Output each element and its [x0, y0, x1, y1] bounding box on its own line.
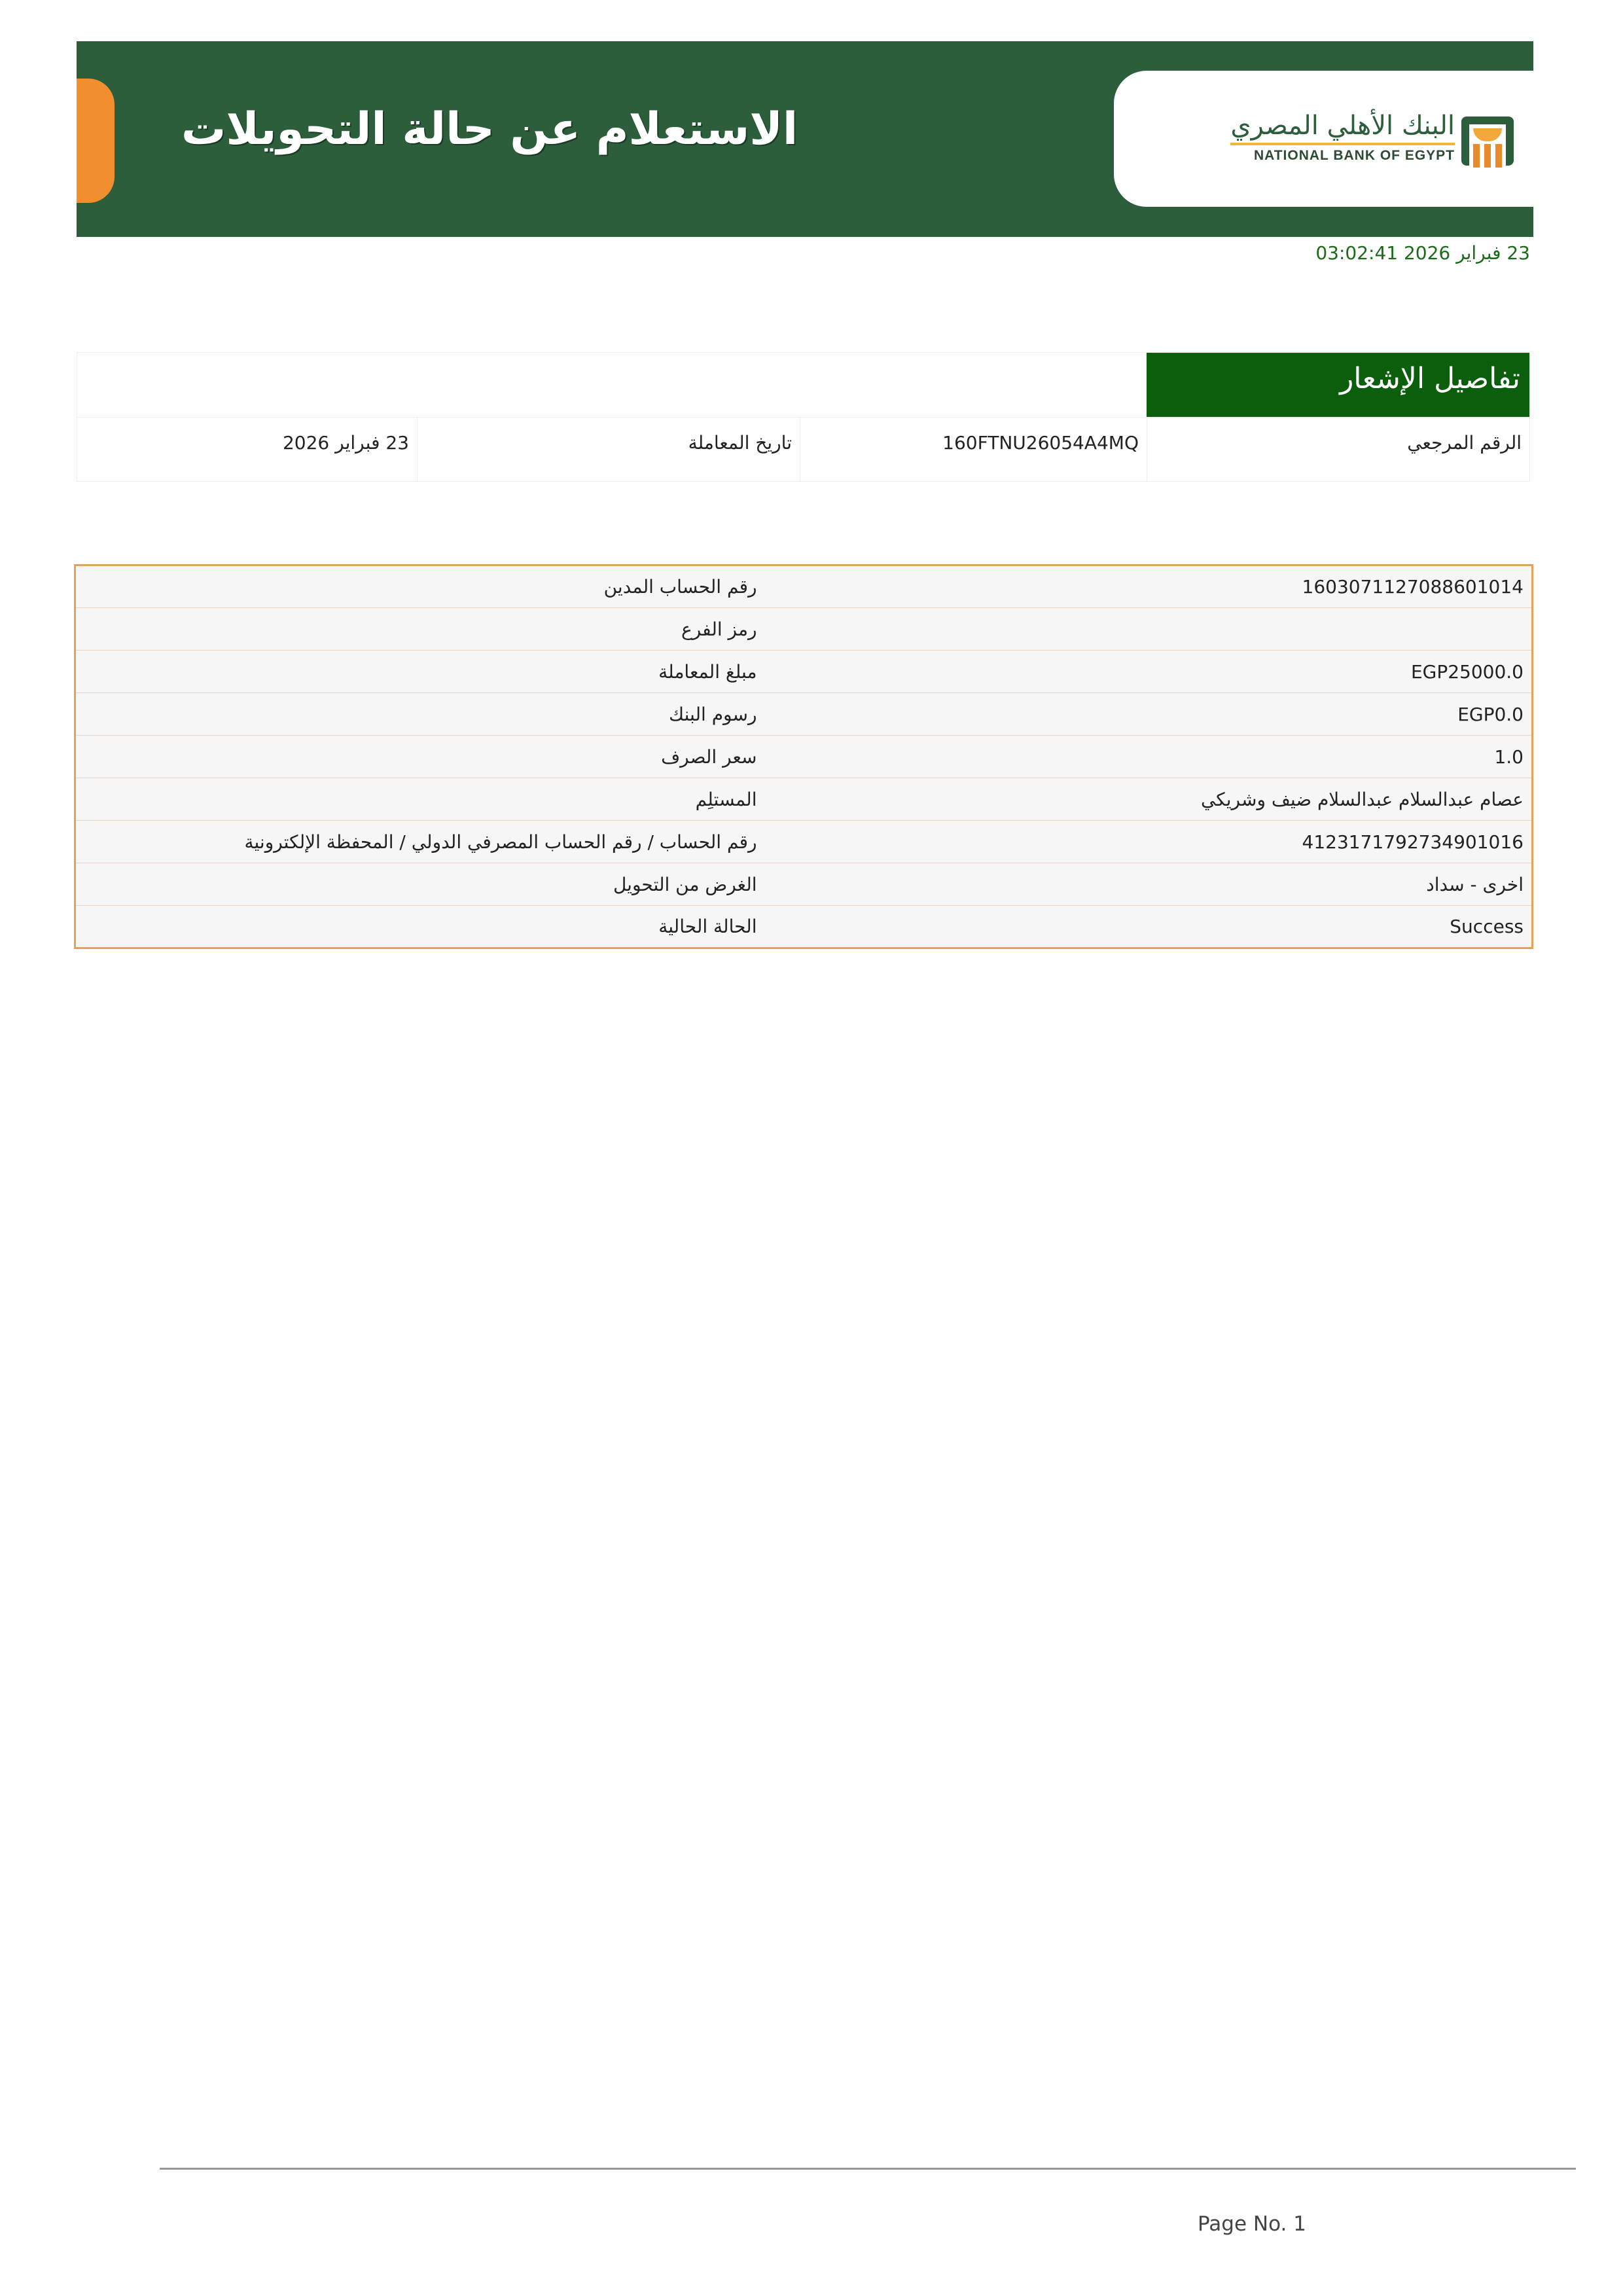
transfer-details-table: [74, 564, 1533, 949]
notification-details-box: [77, 352, 1530, 482]
detail-value: 1.0: [765, 736, 1533, 778]
table-row: [75, 821, 1533, 863]
page-number: Page No. 1: [1198, 2212, 1306, 2236]
notification-row: [77, 417, 1529, 482]
bank-emblem-icon: [1461, 117, 1514, 166]
transaction-date-label: تاريخ المعاملة: [417, 418, 800, 482]
detail-label: رمز الفرع: [75, 608, 765, 651]
detail-value: عصام عبدالسلام عبدالسلام ضيف وشريكي: [765, 778, 1533, 821]
detail-value: [765, 608, 1533, 651]
footer-divider: [160, 2168, 1576, 2170]
detail-label: رسوم البنك: [75, 693, 765, 736]
table-row: [75, 906, 1533, 948]
detail-label: سعر الصرف: [75, 736, 765, 778]
reference-label: الرقم المرجعي: [1147, 418, 1529, 482]
detail-value: Success: [765, 906, 1533, 948]
page-title: الاستعلام عن حالة التحويلات: [181, 103, 798, 155]
table-row: [75, 736, 1533, 778]
notification-title: تفاصيل الإشعار: [1147, 353, 1529, 417]
detail-label: رقم الحساب / رقم الحساب المصرفي الدولي / المحفظة الإلكترونية: [75, 821, 765, 863]
logo-arabic-text: البنك الأهلي المصري: [1230, 110, 1455, 145]
transaction-date-value: 23 فبراير 2026: [282, 432, 409, 454]
detail-label: الغرض من التحويل: [75, 863, 765, 906]
detail-value: 1603071127088601014: [765, 565, 1533, 608]
table-row: [75, 651, 1533, 693]
detail-value: اخرى - سداد: [765, 863, 1533, 906]
detail-value: EGP25000.0: [765, 651, 1533, 693]
table-row: [75, 778, 1533, 821]
logo-english-text: NATIONAL BANK OF EGYPT: [1253, 148, 1455, 163]
table-row: [75, 863, 1533, 906]
print-datetime: 23 فبراير 2026 03:02:41: [1315, 242, 1530, 264]
table-row: [75, 693, 1533, 736]
detail-label: مبلغ المعاملة: [75, 651, 765, 693]
orange-tab-decoration: [77, 79, 115, 203]
detail-label: رقم الحساب المدين: [75, 565, 765, 608]
detail-value: 4123171792734901016: [765, 821, 1533, 863]
table-row: [75, 608, 1533, 651]
table-row: [75, 565, 1533, 608]
detail-label: الحالة الحالية: [75, 906, 765, 948]
bank-logo: [1114, 71, 1533, 207]
header-banner: [77, 41, 1533, 237]
reference-value: 160FTNU26054A4MQ: [800, 418, 1147, 482]
detail-label: المستلِم: [75, 778, 765, 821]
detail-value: EGP0.0: [765, 693, 1533, 736]
